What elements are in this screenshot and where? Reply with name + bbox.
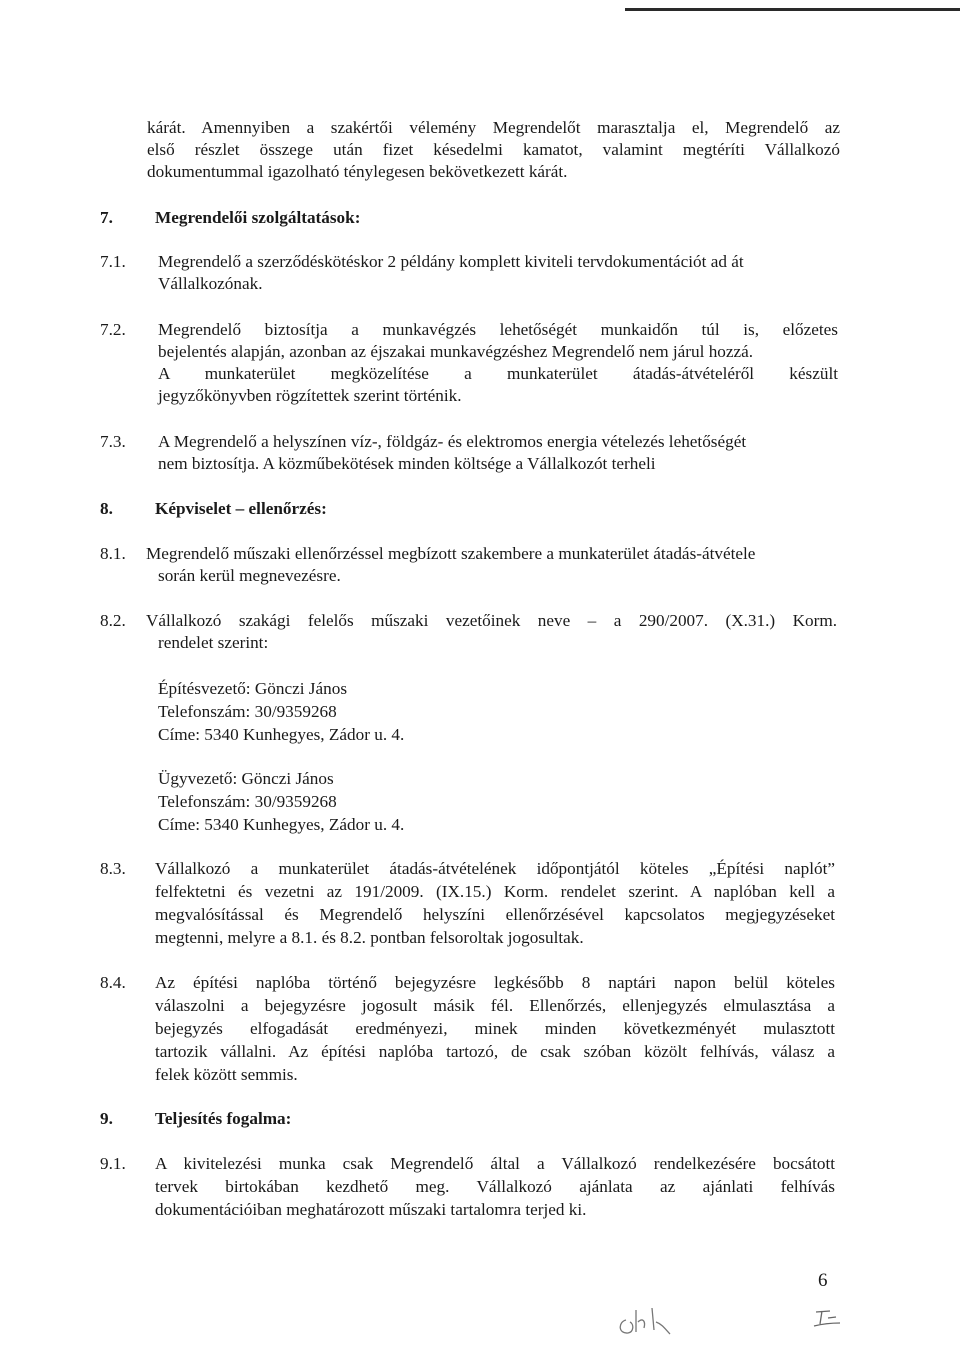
clause-line: Vállalkozó a munkaterület átadás-átvételének időpontjától köteles „Építési naplót” bbox=[155, 859, 835, 878]
paragraph-line: kárát. Amennyiben a szakértői vélemény Megrendelőt marasztalja el, Megrendelő az bbox=[147, 118, 840, 137]
clause-line: tartozik vállalni. Az építési naplóba tartozó, de csak szóban közölt felhívás, válasz a bbox=[155, 1042, 835, 1061]
clause-line: bejegyzés elfogadását eredményezi, minek minden következményét mulasztott bbox=[155, 1019, 835, 1038]
clause-line: Megrendelő a szerződéskötéskor 2 példány komplett kiviteli tervdokumentációt ad át bbox=[158, 252, 744, 271]
clause-line: felfektetni és vezetni az 191/2009. (IX.15.) Korm. rendelet szerint. A naplóban kell a bbox=[155, 882, 835, 901]
clause-line: felek között semmis. bbox=[155, 1065, 298, 1084]
clause-number: 7.2. bbox=[100, 320, 126, 339]
clause-number: 7.1. bbox=[100, 252, 126, 271]
clause-line: rendelet szerint: bbox=[158, 633, 269, 652]
clause-line: megtenni, melyre a 8.1. és 8.2. pontban felsoroltak jogosultak. bbox=[155, 928, 584, 947]
contact-phone: Telefonszám: 30/9359268 bbox=[158, 702, 337, 721]
signature-initials bbox=[808, 1302, 848, 1332]
section-number: 7. bbox=[100, 208, 113, 227]
contact-role: Építésvezető: Gönczi János bbox=[158, 679, 348, 698]
clause-line: Az építési naplóba történő bejegyzésre legkésőbb 8 naptári napon belül köteles bbox=[155, 973, 835, 992]
clause-number: 8.3. bbox=[100, 859, 126, 878]
paragraph-line: első részlet összege után fizet késedelmi kamatot, valamint megtéríti Vállalkozó bbox=[147, 140, 840, 159]
clause-number: 8.2. bbox=[100, 611, 126, 630]
section-heading: Teljesítés fogalma: bbox=[155, 1109, 292, 1128]
clause-line: A kivitelezési munka csak Megrendelő által a Vállalkozó rendelkezésére bocsátott bbox=[155, 1154, 835, 1173]
clause-number: 9.1. bbox=[100, 1154, 126, 1173]
clause-line: nem biztosítja. A közműbekötések minden költsége a Vállalkozót terheli bbox=[158, 454, 656, 473]
clause-line: megvalósítással és Megrendelő helyszíni ellenőrzésével kapcsolatos megjegyzéseket bbox=[155, 905, 835, 924]
contact-phone: Telefonszám: 30/9359268 bbox=[158, 792, 337, 811]
section-heading: Megrendelői szolgáltatások: bbox=[155, 208, 361, 227]
clause-number: 7.3. bbox=[100, 432, 126, 451]
paragraph-line: dokumentummal igazolható ténylegesen bekövetkezett kárát. bbox=[147, 162, 568, 181]
clause-line: A munkaterület megközelítése a munkaterület átadás-átvételéről készült bbox=[158, 364, 838, 383]
clause-number: 8.1. bbox=[100, 544, 126, 563]
section-number: 9. bbox=[100, 1109, 113, 1128]
clause-line: tervek birtokában kezdhető meg. Vállalkozó ajánlata az ajánlati felhívás bbox=[155, 1177, 835, 1196]
clause-line: során kerül megnevezésre. bbox=[158, 566, 341, 585]
clause-line: Megrendelő biztosítja a munkavégzés lehetőségét munkaidőn túl is, előzetes bbox=[158, 320, 838, 339]
section-number: 8. bbox=[100, 499, 113, 518]
clause-line: Vállalkozónak. bbox=[158, 274, 263, 293]
clause-line: Vállalkozó szakági felelős műszaki vezetőinek neve – a 290/2007. (X.31.) Korm. bbox=[146, 611, 837, 630]
clause-line: bejelentés alapján, azonban az éjszakai munkavégzéshez Megrendelő nem járul hozzá. bbox=[158, 342, 754, 361]
contact-address: Címe: 5340 Kunhegyes, Zádor u. 4. bbox=[158, 815, 405, 834]
clause-line: jegyzőkönyvben rögzítettek szerint történik. bbox=[158, 386, 462, 405]
page-number: 6 bbox=[818, 1270, 828, 1291]
clause-line: dokumentációiban meghatározott műszaki tartalomra terjed ki. bbox=[155, 1200, 587, 1219]
signature-initials bbox=[612, 1300, 682, 1340]
clause-number: 8.4. bbox=[100, 973, 126, 992]
clause-line: Megrendelő műszaki ellenőrzéssel megbízott szakembere a munkaterület átadás-átvétele bbox=[146, 544, 756, 563]
contact-role: Ügyvezető: Gönczi János bbox=[158, 769, 334, 788]
contact-address: Címe: 5340 Kunhegyes, Zádor u. 4. bbox=[158, 725, 405, 744]
section-heading: Képviselet – ellenőrzés: bbox=[155, 499, 327, 518]
clause-line: A Megrendelő a helyszínen víz-, földgáz- és elektromos energia vételezés lehetőségét bbox=[158, 432, 747, 451]
clause-line: válaszolni a bejegyzésre jogosult másik fél. Ellenőrzés, ellenjegyzés elmulasztása a bbox=[155, 996, 835, 1015]
